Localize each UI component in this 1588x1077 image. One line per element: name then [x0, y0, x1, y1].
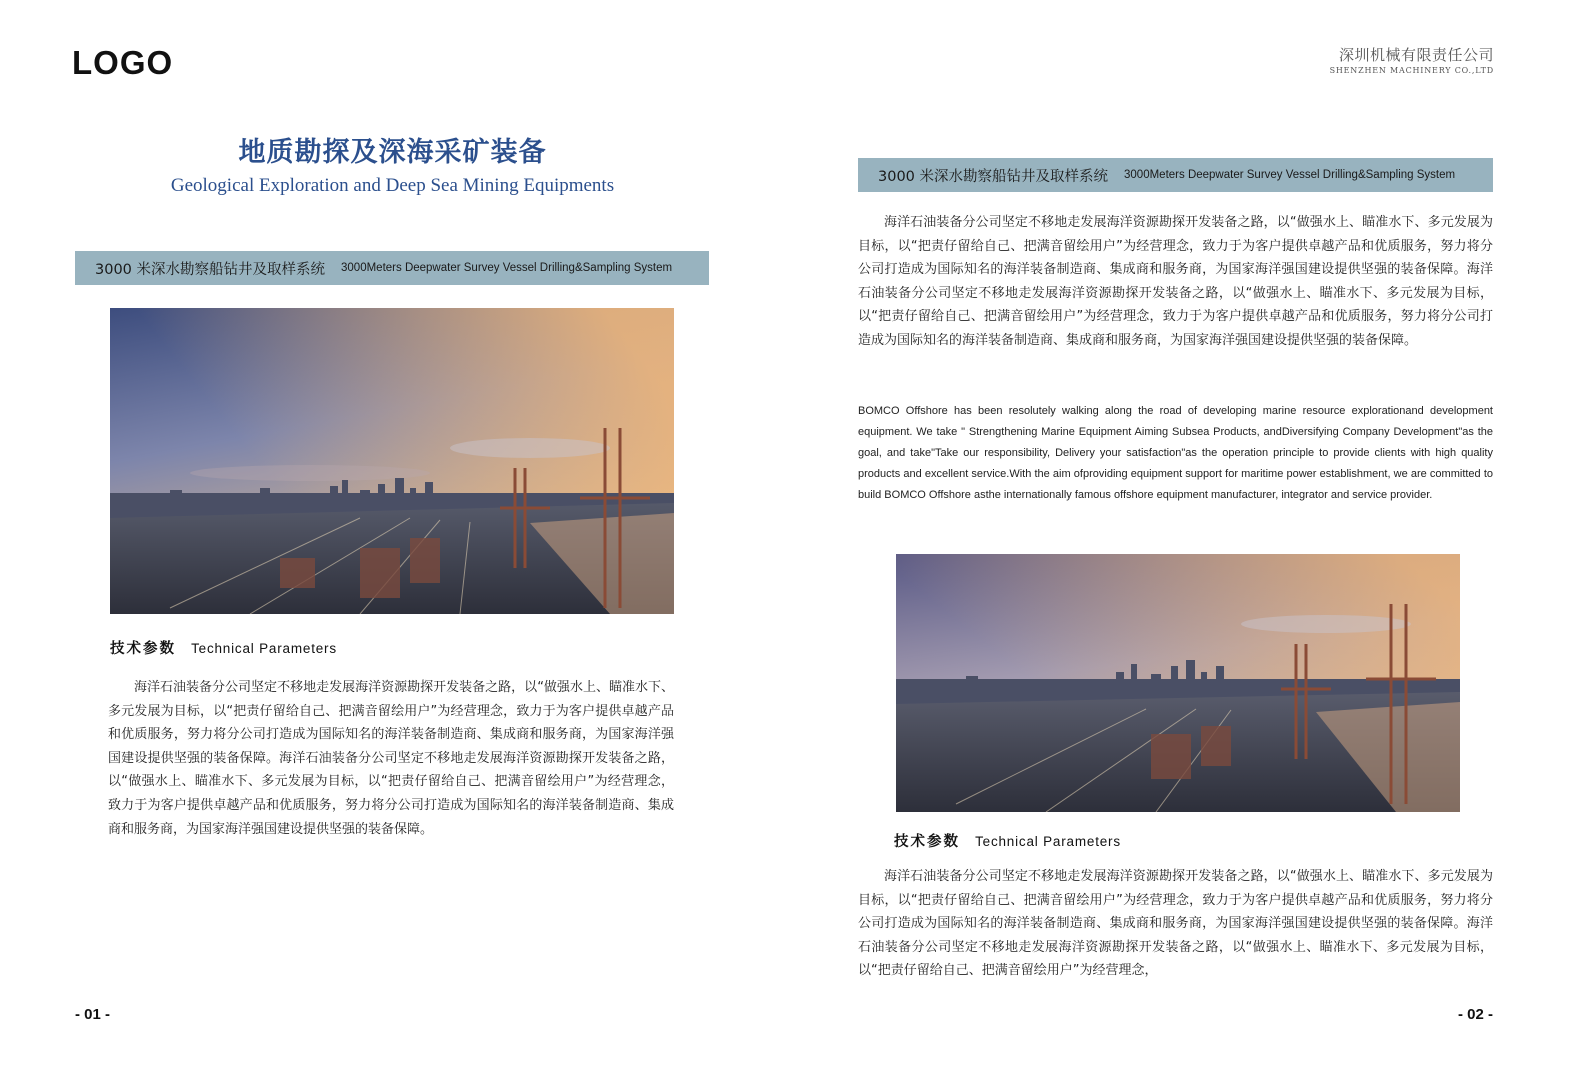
body-text-left: 海洋石油装备分公司坚定不移地走发展海洋资源勘探开发装备之路，以“做强水上、瞄准水下、多元发展为目标，以“把责仔留给自己、把满音留绘用户”为经营理念，致力于为客户提供卓越产品和优质服务，努力将分公司打造成为国际知名的海洋装备制造商、集成商和服务商，为国家海洋强国建设提供坚强的装备保障。海洋石油装备分公司坚定不移地走发展海洋资源勘探开发装备之路，以“做强水上、瞄准水下、多元发展为目标，以“把责仔留给自己、把满音留绘用户”为经营理念，致力于为客户提供卓越产品和优质服务，努力将分公司打造成为国际知名的海洋装备制造商、集成商和服务商，为国家海洋强国建设提供坚强的装备保障。 [108, 680, 674, 837]
company-name [1330, 44, 1494, 75]
tech-params-heading-left [110, 637, 337, 658]
tech-params-cn: 技术参数 [894, 834, 960, 850]
company-name-en: SHENZHEN MACHINERY CO.,LTD [1329, 66, 1494, 75]
body-text-right-en: BOMCO Offshore has been resolutely walking along the road of developing marine resource explorationand development equipment. We take " Strengthening Marine Equipment Aiming Subsea Products, andDiversifying Company Development"as the goal, and take"Take our responsibility, Delivery your satisfaction"as the operation principle to provide clients with high quality products and excellent service.With the aim ofproviding equipment support for maritime power establishment, we are committed to build BOMCO Offshore asthe internationally famous offshore equipment manufacturer, integrator and service provider. [858, 405, 1493, 501]
page-title [150, 130, 635, 197]
section-band-left [75, 251, 709, 285]
page-title-cn: 地质勘探及深海采矿装备 [238, 137, 547, 168]
section-title-cn: 3000 米深水勘察船钻井及取样系统 [878, 168, 1109, 185]
tech-params-cn: 技术参数 [110, 641, 176, 657]
tech-params-heading-right [894, 830, 1121, 851]
page-number-right: - 02 - [1457, 1006, 1493, 1023]
section-band-right [858, 158, 1493, 192]
tech-params-en: Technical Parameters [191, 641, 337, 656]
body-text-right-cn: 海洋石油装备分公司坚定不移地走发展海洋资源勘探开发装备之路，以“做强水上、瞄准水下、多元发展为目标，以“把责仔留给自己、把满音留绘用户”为经营理念，致力于为客户提供卓越产品和优质服务，努力将分公司打造成为国际知名的海洋装备制造商、集成商和服务商，为国家海洋强国建设提供坚强的装备保障。海洋石油装备分公司坚定不移地走发展海洋资源勘探开发装备之路，以“做强水上、瞄准水下、多元发展为目标，以“把责仔留给自己、把满音留绘用户”为经营理念，致力于为客户提供卓越产品和优质服务，努力将分公司打造成为国际知名的海洋装备制造商、集成商和服务商，为国家海洋强国建设提供坚强的装备保障。 [858, 215, 1493, 348]
tech-params-en: Technical Parameters [975, 834, 1121, 849]
logo: LOGO [72, 44, 174, 81]
body-text-right-cn-2: 海洋石油装备分公司坚定不移地走发展海洋资源勘探开发装备之路，以“做强水上、瞄准水下、多元发展为目标，以“把责仔留给自己、把满音留绘用户”为经营理念，致力于为客户提供卓越产品和优质服务，努力将分公司打造成为国际知名的海洋装备制造商、集成商和服务商，为国家海洋强国建设提供坚强的装备保障。海洋石油装备分公司坚定不移地走发展海洋资源勘探开发装备之路，以“做强水上、瞄准水下、多元发展为目标，以“把责仔留给自己、把满音留绘用户”为经营理念， [858, 869, 1493, 979]
section-title-en: 3000Meters Deepwater Survey Vessel Drilling&Sampling System [341, 262, 673, 274]
port-photo-left [110, 308, 674, 614]
page-number-left: - 01 - [75, 1006, 111, 1023]
company-name-cn: 深圳机械有限责任公司 [1338, 46, 1494, 64]
section-title-cn: 3000 米深水勘察船钻井及取样系统 [95, 261, 326, 278]
page-title-en: Geological Exploration and Deep Sea Mining Equipments [170, 175, 615, 196]
section-title-en: 3000Meters Deepwater Survey Vessel Drilling&Sampling System [1124, 169, 1456, 181]
port-photo-right [896, 554, 1460, 812]
